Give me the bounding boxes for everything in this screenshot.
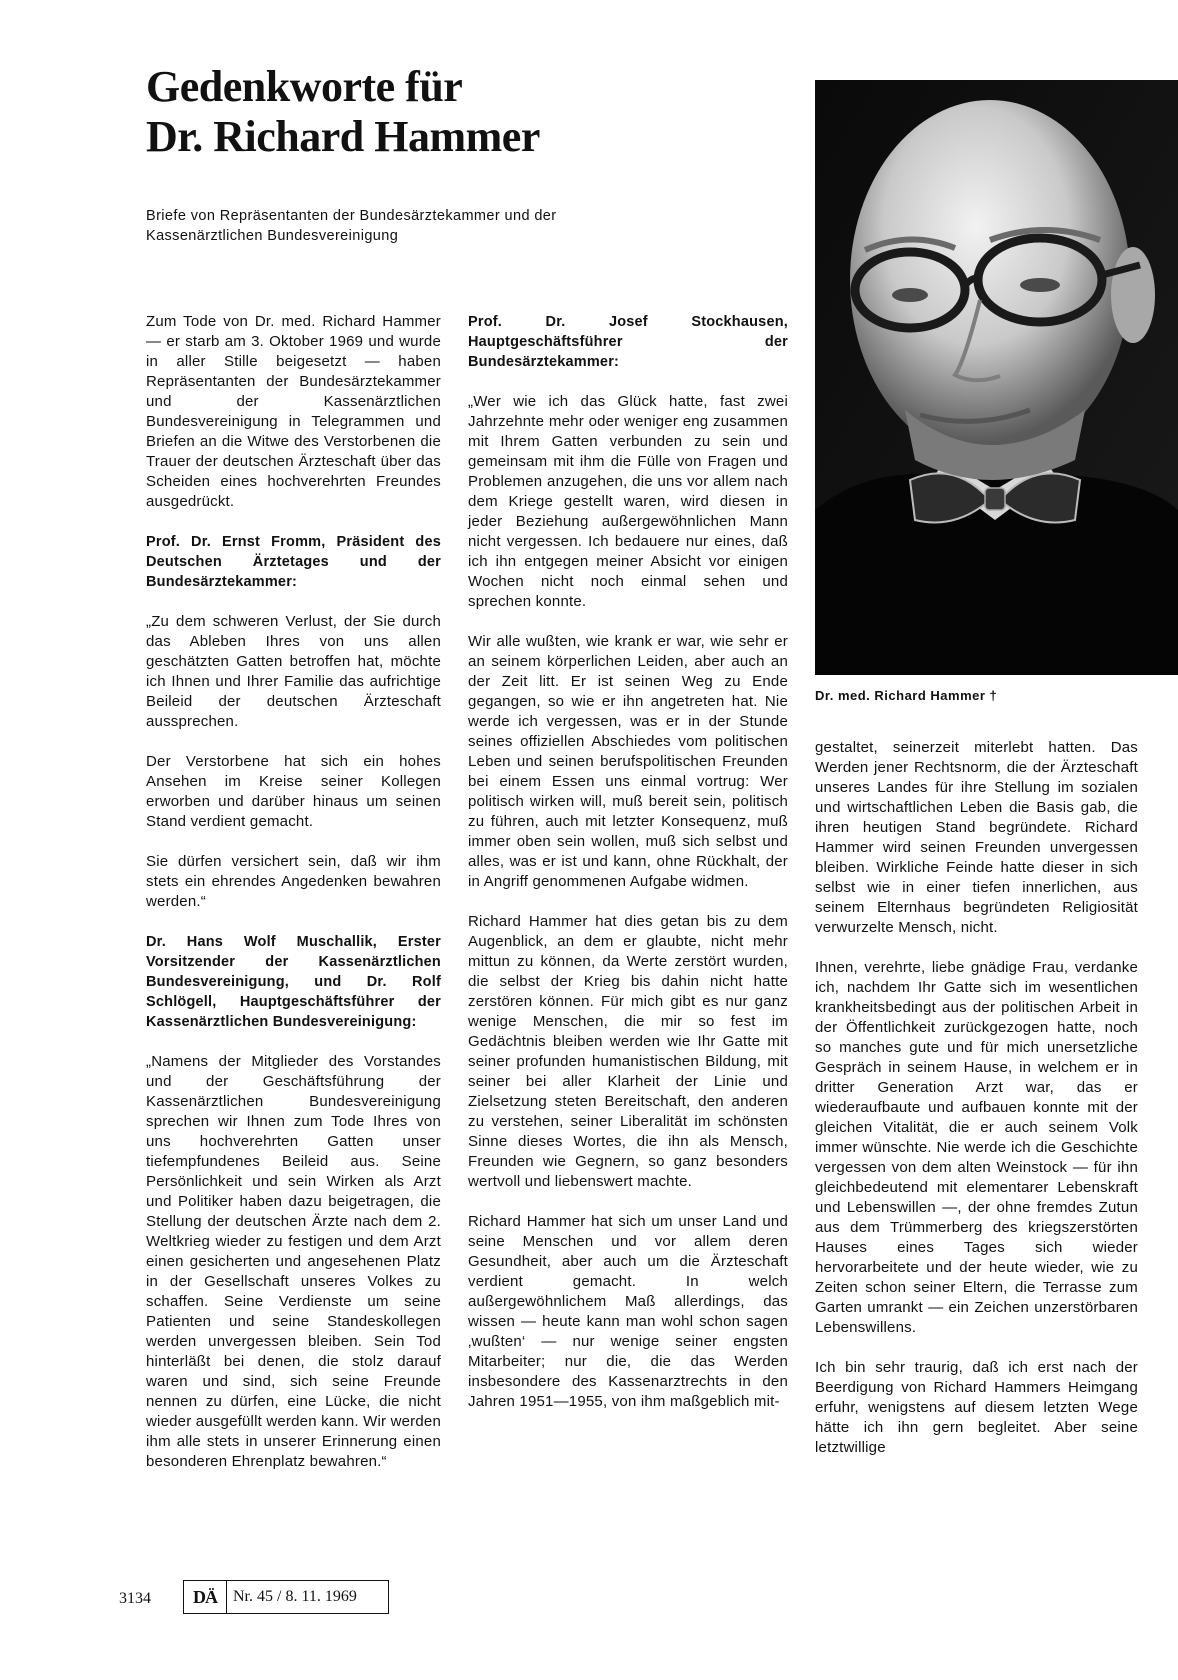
issue-date: Nr. 45 / 8. 11. 1969: [233, 1588, 357, 1605]
page-number: 3134: [119, 1590, 151, 1607]
muschallik-heading: Dr. Hans Wolf Muschallik, Erster Vorsitzender der Kassenärztlichen Bundesvereinigung, und Dr. Rolf Schlögell, Hauptgeschäftsführer der Kassenärztlichen Bundesvereinigung:: [146, 934, 441, 1030]
stockhausen-paragraph-2: Wir alle wußten, wie krank er war, wie sehr er an seinem körperlichen Leiden, aber auch an der Zeit litt. Er ist seinen Weg zu Ende gegangen, so wie er ihn angetreten hat. Nie werde ich vergessen, was er in der Stunde seines offiziellen Abschiedes vom politischen Leben und seinen berufspolitischen Freunden bei einem Essen uns einmal vortrug: Wer politisch wirken will, muß bereit sein, politisch zu führen, auch mit letzter Konsequenz, muß immer oben sein wollen, muß sich selbst und alles, was er ist und kann, ohne Rückhalt, der in Angriff genommenen Aufgabe widmen.: [468, 633, 788, 890]
article-subtitle: [146, 206, 706, 246]
muschallik-paragraph-1: „Namens der Mitglieder des Vorstandes und der Geschäftsführung der Kassenärztlichen Bundesvereinigung sprechen wir Ihnen zum Tode Ihres von uns hochverehrten Gatten unser tiefempfundenes Beileid aus. Seine Persönlichkeit und sein Wirken als Arzt und Politiker haben dazu beigetragen, die Stellung der deutschen Ärzte nach dem 2. Weltkrieg wieder zu festigen und dem Arzt einen gesicherten und angesehenen Platz in der Gesellschaft unseres Volkes zu schaffen. Seine Verdienste um seine Patienten und seine Standeskollegen werden unvergessen bleiben. Sein Tod hinterläßt bei denen, die stolz darauf waren und sind, sich seine Freunde nennen zu dürfen, eine Lücke, die nicht wieder ausgefüllt werden kann. Wir werden ihm alle stets in unserer Erinnerung einen besonderen Ehrenplatz bewahren.“: [146, 1053, 442, 1470]
subtitle-line-2: Kassenärztlichen Bundesvereinigung: [146, 228, 399, 244]
fromm-heading: Prof. Dr. Ernst Fromm, Präsident des Deutschen Ärztetages und der Bundesärztekammer:: [146, 534, 441, 590]
fromm-paragraph-3: Sie dürfen versichert sein, daß wir ihm stets ein ehrendes Angedenken bewahren werden.“: [146, 853, 441, 910]
fromm-paragraph-1: „Zu dem schweren Verlust, der Sie durch das Ableben Ihres von uns allen geschätzten Gatten betroffen hat, möchte ich Ihnen und Ihrer Familie das aufrichtige Beileid der deutschen Ärzteschaft aussprechen.: [146, 613, 441, 730]
column-3: [815, 738, 1138, 1478]
stockhausen-paragraph-4: Richard Hammer hat sich um unser Land und seine Menschen und vor allem deren Gesundheit, aber auch um die Ärzteschaft verdient gemacht. In welch außergewöhnlichem Maß allerdings, das wissen — heute kann man wohl schon sagen ‚wußten‘ — nur wenige seiner engsten Mitarbeiter; nur die, die das Werden insbesondere des Kassenarztrechts in den Jahren 1951—1955, von ihm maßgeblich mit-: [468, 1213, 788, 1410]
subtitle-line-1: Briefe von Repräsentanten der Bundesärztekammer und der: [146, 208, 557, 224]
intro-paragraph: Zum Tode von Dr. med. Richard Hammer — er starb am 3. Oktober 1969 und wurde in aller Stille beigesetzt — haben Repräsentanten der Bundesärztekammer und der Kassenärztlichen Bundesvereinigung in Telegrammen und Briefen an die Witwe des Verstorbenen die Trauer der deutschen Ärzteschaft über das Scheiden eines hochverehrten Freundes ausgedrückt.: [146, 313, 441, 510]
continued-paragraph-3: Ich bin sehr traurig, daß ich erst nach der Beerdigung von Richard Hammers Heimgang erfuhr, wenigstens auf diesem letzten Wege hätte ich ihn gern begleitet. Aber seine letztwillige: [815, 1359, 1138, 1456]
photo-caption: Dr. med. Richard Hammer †: [815, 688, 998, 703]
fromm-paragraph-2: Der Verstorbene hat sich ein hohes Ansehen im Kreise seiner Kollegen erworben und darüber hinaus um seinen Stand verdient gemacht.: [146, 753, 441, 830]
portrait-illustration: [815, 80, 1178, 675]
portrait-photo: [815, 80, 1178, 675]
article-title: [146, 62, 766, 162]
continued-paragraph-1: gestaltet, seinerzeit miterlebt hatten. Das Werden jener Rechtsnorm, die der Ärzteschaft unseres Landes für ihre Stellung im sozialen und wirtschaftlichen Leben die Basis gab, die ihren heutigen Stand begründete. Richard Hammer wird seinen Freunden unvergessen bleiben. Wirkliche Feinde hatte dieser in sich selbst wie in einer tiefen innerlichen, aus seinem Elternhaus begründeten Religiosität verwurzelte Mensch, nicht.: [815, 739, 1138, 936]
column-1: [146, 312, 441, 1492]
stockhausen-paragraph-1: „Wer wie ich das Glück hatte, fast zwei Jahrzehnte mehr oder weniger eng zusammen mit Ihrem Gatten verbunden zu sein und gemeinsam mit ihm die Fülle von Fragen und Problemen anzugehen, die uns vor allem nach dem Kriege gestellt waren, wird diesen in jeder Beziehung außergewöhnlichen Mann nicht vergessen. Ich bedauere nur eines, daß ich ihn entgegen meiner Absicht vor einigen Wochen nicht noch einmal sehen und sprechen konnte.: [468, 393, 788, 610]
journal-issue-box: [183, 1580, 389, 1614]
title-line-1: Gedenkworte für: [146, 62, 463, 111]
journal-logo: DÄ: [184, 1581, 227, 1613]
title-line-2: Dr. Richard Hammer: [146, 112, 540, 161]
column-2: [468, 312, 788, 1432]
stockhausen-heading: Prof. Dr. Josef Stockhausen, Hauptgeschäftsführer der Bundesärztekammer:: [468, 314, 788, 370]
stockhausen-paragraph-3: Richard Hammer hat dies getan bis zu dem Augenblick, an dem er glaubte, nicht mehr mittun zu können, da Werte zerstört wurden, die selbst der Krieg bis dahin nicht hatte zerstören können. Für mich gibt es nur ganz wenige Menschen, die mir so fest im Gedächtnis bleiben werden wie Ihr Gatte mit seiner profunden humanistischen Bildung, mit seiner bei aller Klarheit der Linie und Zielsetzung steten Bereitschaft, den anderen zu verstehen, seiner Liberalität im schönsten Sinne dieses Wortes, die ihn als Mensch, Freunden wie Gegnern, so ganz besonders wertvoll und liebenswert machte.: [468, 913, 788, 1190]
continued-paragraph-2: Ihnen, verehrte, liebe gnädige Frau, verdanke ich, nachdem Ihr Gatte sich im wesentlichen krankheitsbedingt aus der politischen Arbeit in der Öffentlichkeit zurückgezogen hatte, noch so manches gute und für mich unersetzliche Gespräch in seinem Hause, in welchem er in dritter Generation Arzt war, das er wiederaufbaute und aufbauen konnte mit der gleichen Vitalität, die er auch seinem Volk immer wünschte. Nie werde ich die Geschichte vergessen von dem alten Weinstock — für ihn gleichbedeutend mit elementarer Lebenskraft und Lebenswillen —, der ohne fremdes Zutun aus dem Trümmerberg des kriegszerstörten Hauses eines Tages sich wieder hervorarbeitete und der heute wieder, wie zu Zeiten schon seiner Eltern, die Terrasse zum Garten umrankt — ein Zeichen unzerstörbaren Lebenswillens.: [815, 959, 1138, 1336]
